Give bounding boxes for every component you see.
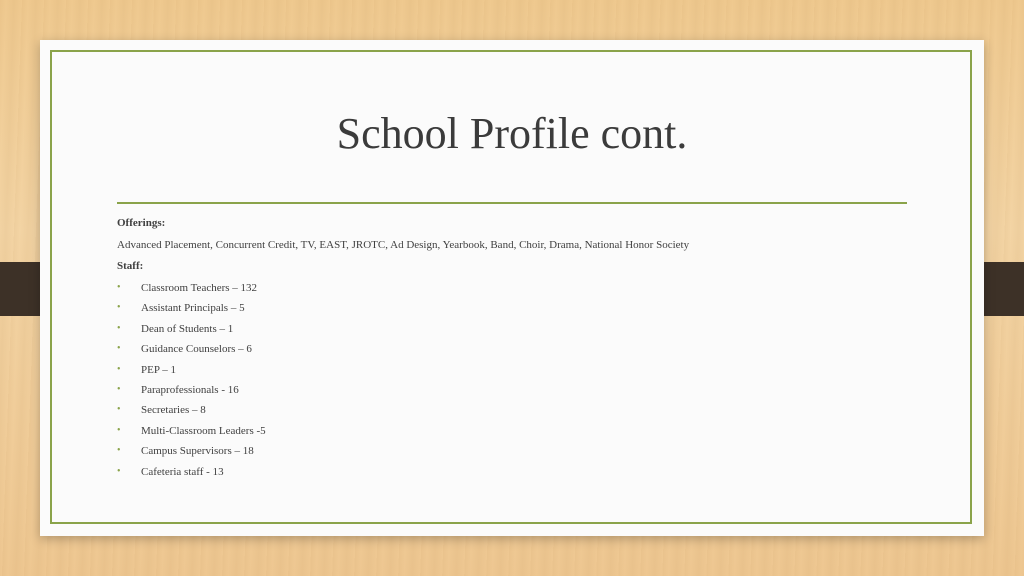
staff-list-item bbox=[117, 425, 917, 445]
bullet-icon: • bbox=[117, 282, 121, 293]
bullet-icon: • bbox=[117, 322, 121, 334]
bullet-icon: • bbox=[117, 383, 121, 395]
staff-item-label: PEP – 1 bbox=[141, 363, 177, 376]
staff-list-item bbox=[117, 323, 917, 343]
staff-list-item bbox=[117, 302, 917, 322]
bullet-icon: • bbox=[117, 302, 121, 314]
staff-item-label: Secretaries – 8 bbox=[141, 404, 206, 417]
staff-list-item bbox=[117, 364, 917, 384]
staff-item-label: Dean of Students – 1 bbox=[141, 322, 234, 335]
slide-title: School Profile cont. bbox=[336, 109, 688, 158]
staff-list bbox=[117, 282, 917, 486]
staff-list-item bbox=[117, 404, 917, 424]
bullet-icon: • bbox=[117, 445, 121, 457]
staff-heading: Staff: bbox=[117, 260, 144, 272]
offerings-text: Advanced Placement, Concurrent Credit, TV, EAST, JROTC, Ad Design, Yearbook, Band, Choir, Drama, National Honor Society bbox=[117, 239, 690, 251]
staff-item-label: Multi-Classroom Leaders -5 bbox=[141, 424, 266, 437]
staff-item-label: Cafeteria staff - 13 bbox=[141, 465, 224, 478]
bullet-icon: • bbox=[117, 363, 121, 375]
staff-list-item bbox=[117, 445, 917, 465]
staff-item-label: Guidance Counselors – 6 bbox=[141, 343, 252, 356]
staff-item-label: Campus Supervisors – 18 bbox=[141, 445, 254, 458]
staff-list-item bbox=[117, 343, 917, 363]
staff-item-label: Paraprofessionals - 16 bbox=[141, 383, 239, 396]
bullet-icon: • bbox=[117, 404, 121, 416]
title-divider bbox=[117, 202, 907, 204]
bullet-icon: • bbox=[117, 465, 121, 477]
slide-content bbox=[117, 217, 917, 486]
staff-list-item bbox=[117, 384, 917, 404]
staff-item-label: Classroom Teachers – 132 bbox=[141, 282, 258, 294]
bullet-icon: • bbox=[117, 424, 121, 436]
staff-item-label: Assistant Principals – 5 bbox=[141, 302, 245, 315]
offerings-heading: Offerings: bbox=[117, 217, 166, 229]
staff-list-item bbox=[117, 282, 917, 302]
staff-list-item bbox=[117, 466, 917, 486]
bullet-icon: • bbox=[117, 343, 121, 355]
